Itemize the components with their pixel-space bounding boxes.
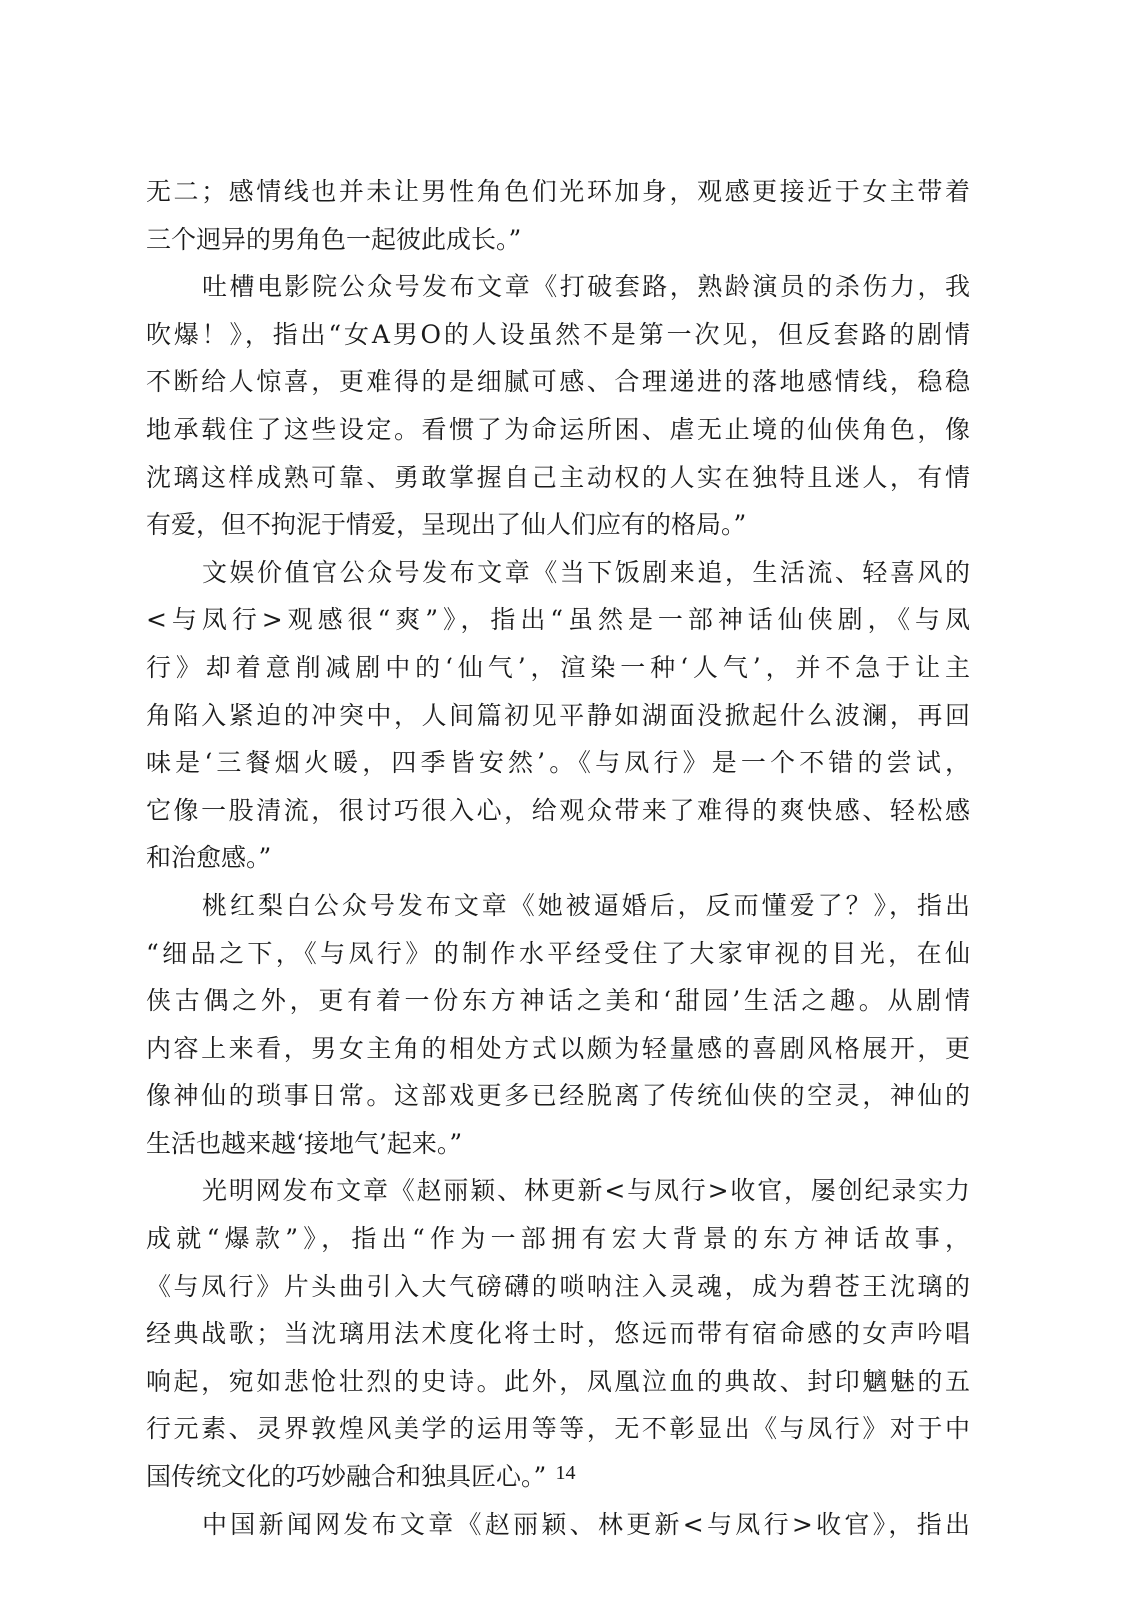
page-number: 14: [555, 1462, 576, 1484]
text-line: 沈璃这样成熟可靠、勇敢掌握自己主动权的人实在独特且迷人，有情: [146, 462, 970, 492]
body-text: [146, 168, 970, 1548]
text-line: 吐槽电影院公众号发布文章《打破套路，熟龄演员的杀伤力，我: [202, 272, 970, 302]
text-line: 响起，宛如悲怆壮烈的史诗。此外，凤凰泣血的典故、封印魑魅的五: [146, 1366, 970, 1396]
text-line: 角陷入紧迫的冲突中，人间篇初见平静如湖面没掀起什么波澜，再回: [146, 700, 970, 730]
text-line: 《与凤行》片头曲引入大气磅礴的唢呐注入灵魂，成为碧苍王沈璃的: [146, 1271, 970, 1301]
text-line: “细品之下，《与凤行》的制作水平经受住了大家审视的目光，在仙: [146, 938, 970, 968]
text-line: 三个迥异的男角色一起彼此成长。”: [146, 224, 522, 254]
text-line: 地承载住了这些设定。看惯了为命运所困、虐无止境的仙侠角色，像: [146, 414, 970, 444]
text-line: 国传统文化的巧妙融合和独具匠心。”: [146, 1462, 547, 1492]
text-line: 内容上来看，男女主角的相处方式以颇为轻量感的喜剧风格展开，更: [146, 1033, 970, 1063]
text-line: 桃红梨白公众号发布文章《她被逼婚后，反而懂爱了？》，指出: [202, 890, 970, 920]
text-line: 生活也越来越‘接地气’起来。”: [146, 1128, 463, 1158]
text-line: 光明网发布文章《赵丽颖、林更新<与凤行>收官，屡创纪录实力: [202, 1176, 970, 1206]
text-line: 侠古偶之外，更有着一份东方神话之美和‘甜园’生活之趣。从剧情: [146, 986, 970, 1016]
text-line: 像神仙的琐事日常。这部戏更多已经脱离了传统仙侠的空灵，神仙的: [146, 1081, 970, 1111]
text-line: 味是‘三餐烟火暖，四季皆安然’。《与凤行》是一个不错的尝试，: [146, 748, 970, 778]
text-line: <与凤行>观感很“爽”》，指出“虽然是一部神话仙侠剧，《与凤: [146, 605, 970, 635]
text-line: 和治愈感。”: [146, 843, 272, 873]
text-line: 吹爆！》，指出“女A男O的人设虽然不是第一次见，但反套路的剧情: [146, 319, 970, 349]
text-line: 成就“爆款”》，指出“作为一部拥有宏大背景的东方神话故事，: [146, 1224, 970, 1254]
text-line: 有爱，但不拘泥于情爱，呈现出了仙人们应有的格局。”: [146, 510, 747, 540]
text-line: 行元素、灵界敦煌风美学的运用等等，无不彰显出《与凤行》对于中: [146, 1414, 970, 1444]
text-line: 行》却着意削减剧中的‘仙气’，渲染一种‘人气’，并不急于让主: [146, 652, 970, 682]
text-line: 中国新闻网发布文章《赵丽颖、林更新<与凤行>收官》，指出: [202, 1509, 970, 1539]
text-line: 无二；感情线也并未让男性角色们光环加身，观感更接近于女主带着: [146, 177, 970, 206]
text-line: 不断给人惊喜，更难得的是细腻可感、合理递进的落地感情线，稳稳: [146, 367, 970, 397]
text-line: 经典战歌；当沈璃用法术度化将士时，悠远而带有宿命感的女声吟唱: [146, 1319, 970, 1349]
text-line: 文娱价值官公众号发布文章《当下饭剧来追，生活流、轻喜风的: [202, 557, 970, 587]
text-line: 它像一股清流，很讨巧很入心，给观众带来了难得的爽快感、轻松感: [146, 795, 970, 825]
